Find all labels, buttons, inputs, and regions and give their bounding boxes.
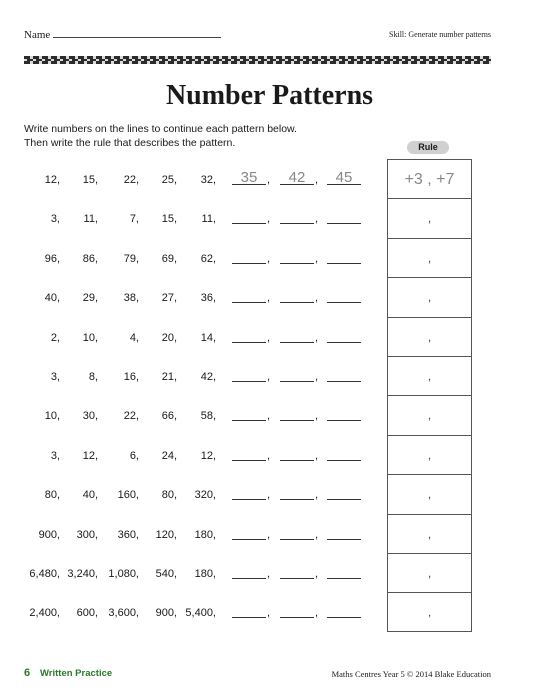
separator-comma: , bbox=[267, 449, 271, 462]
pattern-number: 900, bbox=[155, 607, 177, 620]
separator-comma: , bbox=[315, 489, 319, 502]
pattern-number: 38, bbox=[123, 292, 139, 305]
answer-blank[interactable] bbox=[280, 211, 314, 224]
page-title: Number Patterns bbox=[165, 80, 374, 111]
answer-blank[interactable] bbox=[327, 487, 361, 500]
separator-comma: , bbox=[315, 410, 319, 423]
pattern-number: 16, bbox=[123, 371, 139, 383]
answer-blank[interactable] bbox=[280, 487, 314, 500]
pattern-number: 320, bbox=[194, 489, 216, 502]
pattern-number: 69, bbox=[161, 252, 177, 265]
separator-comma: , bbox=[267, 331, 271, 344]
pattern-number: 96, bbox=[44, 252, 60, 265]
answer-blank[interactable] bbox=[232, 330, 266, 343]
pattern-number: 6, bbox=[129, 449, 139, 462]
answer-blank[interactable] bbox=[327, 527, 361, 540]
separator-comma: , bbox=[267, 174, 271, 186]
answer-blank[interactable] bbox=[280, 566, 314, 579]
rule-cell[interactable]: , bbox=[388, 436, 471, 475]
answer-blank[interactable] bbox=[232, 369, 266, 382]
separator-comma: , bbox=[267, 410, 271, 423]
pattern-number: 3,600, bbox=[108, 607, 139, 620]
answer-blank[interactable] bbox=[327, 448, 361, 461]
answer-blank[interactable] bbox=[280, 408, 314, 421]
separator-comma: , bbox=[267, 371, 271, 383]
answer-blank[interactable] bbox=[280, 369, 314, 382]
pattern-number: 12, bbox=[200, 449, 216, 462]
answer-blank[interactable] bbox=[327, 408, 361, 421]
separator-comma: , bbox=[315, 174, 319, 186]
pattern-number: 6,480, bbox=[29, 568, 60, 580]
pattern-number: 1,080, bbox=[108, 568, 139, 580]
pattern-number: 86, bbox=[82, 252, 98, 265]
rule-cell[interactable]: , bbox=[388, 318, 471, 357]
pattern-number: 11, bbox=[201, 213, 216, 226]
answer-blank[interactable]: 42 bbox=[280, 172, 314, 185]
skill-label: Skill: Generate number patterns bbox=[389, 30, 491, 39]
separator-comma: , bbox=[315, 213, 319, 226]
pattern-row bbox=[0, 367, 387, 387]
pattern-number: 11, bbox=[83, 213, 98, 226]
pattern-number: 8, bbox=[88, 371, 98, 383]
pattern-number: 360, bbox=[117, 528, 139, 541]
pattern-number: 15, bbox=[161, 213, 177, 226]
separator-comma: , bbox=[267, 213, 271, 226]
pattern-number: 24, bbox=[161, 449, 177, 462]
pattern-row bbox=[0, 249, 387, 269]
pattern-row bbox=[0, 288, 387, 308]
separator-comma: , bbox=[315, 371, 319, 383]
pattern-number: 5,400, bbox=[185, 607, 216, 620]
pattern-number: 80, bbox=[44, 489, 60, 502]
answer-blank[interactable] bbox=[232, 251, 266, 264]
answer-blank[interactable] bbox=[327, 330, 361, 343]
separator-comma: , bbox=[315, 528, 319, 541]
pattern-number: 4, bbox=[129, 331, 139, 344]
answer-blank[interactable] bbox=[232, 527, 266, 540]
answer-blank[interactable] bbox=[327, 605, 361, 618]
separator-comma: , bbox=[267, 607, 271, 620]
answer-blank[interactable] bbox=[232, 566, 266, 579]
rule-cell[interactable]: , bbox=[388, 515, 471, 554]
pattern-row bbox=[0, 446, 387, 466]
rule-header: Rule bbox=[407, 141, 449, 154]
pattern-row bbox=[0, 406, 387, 426]
separator-comma: , bbox=[315, 449, 319, 462]
answer-blank[interactable] bbox=[327, 566, 361, 579]
pattern-number: 2, bbox=[50, 331, 60, 344]
answer-blank[interactable] bbox=[232, 448, 266, 461]
pattern-number: 12, bbox=[82, 449, 98, 462]
rule-cell[interactable]: , bbox=[388, 475, 471, 514]
pattern-number: 15, bbox=[82, 174, 98, 186]
pattern-number: 2,400, bbox=[29, 607, 60, 620]
rule-cell[interactable]: , bbox=[388, 357, 471, 396]
separator-comma: , bbox=[315, 568, 319, 580]
answer-blank[interactable] bbox=[232, 211, 266, 224]
answer-blank[interactable] bbox=[280, 527, 314, 540]
answer-blank[interactable] bbox=[327, 211, 361, 224]
answer-blank[interactable] bbox=[280, 605, 314, 618]
rule-cell[interactable]: , bbox=[388, 239, 471, 278]
pattern-row bbox=[0, 485, 387, 505]
answer-blank[interactable] bbox=[232, 605, 266, 618]
answer-blank[interactable]: 45 bbox=[327, 172, 361, 185]
answer-blank[interactable] bbox=[280, 448, 314, 461]
rule-cell[interactable]: , bbox=[388, 396, 471, 435]
answer-blank[interactable] bbox=[232, 408, 266, 421]
rule-cell[interactable]: , bbox=[388, 199, 471, 238]
pattern-number: 29, bbox=[82, 292, 98, 305]
answer-blank[interactable] bbox=[327, 290, 361, 303]
pattern-number: 22, bbox=[123, 174, 139, 186]
pattern-number: 32, bbox=[200, 174, 216, 186]
separator-comma: , bbox=[315, 252, 319, 265]
pattern-number: 3, bbox=[50, 371, 60, 383]
separator-comma: , bbox=[267, 292, 271, 305]
pattern-number: 540, bbox=[155, 568, 177, 580]
pattern-number: 12, bbox=[44, 174, 60, 186]
pattern-number: 40, bbox=[82, 489, 98, 502]
pattern-number: 120, bbox=[155, 528, 177, 541]
answer-blank[interactable] bbox=[327, 251, 361, 264]
pattern-number: 22, bbox=[123, 410, 139, 423]
answer-blank[interactable] bbox=[280, 330, 314, 343]
pattern-number: 80, bbox=[161, 489, 177, 502]
pattern-number: 900, bbox=[38, 528, 60, 541]
separator-comma: , bbox=[267, 568, 271, 580]
name-field[interactable] bbox=[24, 28, 221, 41]
page-number: 6 bbox=[24, 667, 31, 679]
pattern-number: 79, bbox=[123, 252, 139, 265]
pattern-row bbox=[0, 209, 387, 229]
decorative-border bbox=[24, 56, 491, 64]
separator-comma: , bbox=[267, 252, 271, 265]
rule-cell[interactable]: , bbox=[427, 605, 432, 620]
pattern-number: 21, bbox=[161, 371, 177, 383]
answer-blank[interactable] bbox=[327, 369, 361, 382]
rule-cell[interactable]: , bbox=[388, 554, 471, 593]
pattern-number: 27, bbox=[161, 292, 177, 305]
pattern-number: 160, bbox=[117, 489, 139, 502]
pattern-row bbox=[0, 328, 387, 348]
separator-comma: , bbox=[315, 331, 319, 344]
name-label: Name bbox=[24, 29, 51, 41]
separator-comma: , bbox=[315, 292, 319, 305]
separator-comma: , bbox=[315, 607, 319, 620]
pattern-number: 600, bbox=[76, 607, 98, 620]
name-line[interactable] bbox=[53, 28, 221, 38]
answer-blank[interactable]: 35 bbox=[232, 172, 266, 185]
pattern-number: 300, bbox=[76, 528, 98, 541]
pattern-number: 10, bbox=[82, 331, 98, 344]
answer-blank[interactable] bbox=[280, 251, 314, 264]
pattern-number: 66, bbox=[161, 410, 177, 423]
pattern-number: 36, bbox=[200, 292, 216, 305]
pattern-number: 40, bbox=[44, 292, 60, 305]
pattern-number: 58, bbox=[200, 410, 216, 423]
section-label: Written Practice bbox=[40, 668, 113, 679]
pattern-number: 3,240, bbox=[67, 568, 98, 580]
separator-comma: , bbox=[267, 489, 271, 502]
pattern-number: 14, bbox=[200, 331, 216, 344]
rule-column bbox=[387, 159, 472, 632]
pattern-number: 3, bbox=[50, 213, 60, 226]
pattern-number: 10, bbox=[44, 410, 60, 423]
pattern-number: 25, bbox=[161, 174, 177, 186]
pattern-row bbox=[0, 170, 387, 190]
pattern-row bbox=[0, 564, 387, 584]
pattern-number: 3, bbox=[50, 449, 60, 462]
pattern-number: 62, bbox=[200, 252, 216, 265]
answer-blank[interactable] bbox=[232, 290, 266, 303]
pattern-number: 20, bbox=[161, 331, 177, 344]
pattern-number: 42, bbox=[200, 371, 216, 383]
instruction-line: Then write the rule that describes the pattern. bbox=[24, 137, 236, 149]
pattern-number: 7, bbox=[129, 213, 139, 226]
pattern-row bbox=[0, 525, 387, 545]
answer-blank[interactable] bbox=[232, 487, 266, 500]
separator-comma: , bbox=[267, 528, 271, 541]
instructions bbox=[24, 122, 297, 150]
rule-cell[interactable]: , bbox=[388, 278, 471, 317]
answer-blank[interactable] bbox=[280, 290, 314, 303]
copyright: Maths Centres Year 5 © 2014 Blake Education bbox=[331, 669, 491, 679]
pattern-row bbox=[0, 603, 387, 623]
rule-cell[interactable]: +3 , +7 bbox=[388, 160, 471, 199]
instruction-line: Write numbers on the lines to continue each pattern below. bbox=[24, 123, 297, 135]
pattern-number: 30, bbox=[82, 410, 98, 423]
pattern-number: 180, bbox=[194, 528, 216, 541]
pattern-number: 180, bbox=[194, 568, 216, 580]
